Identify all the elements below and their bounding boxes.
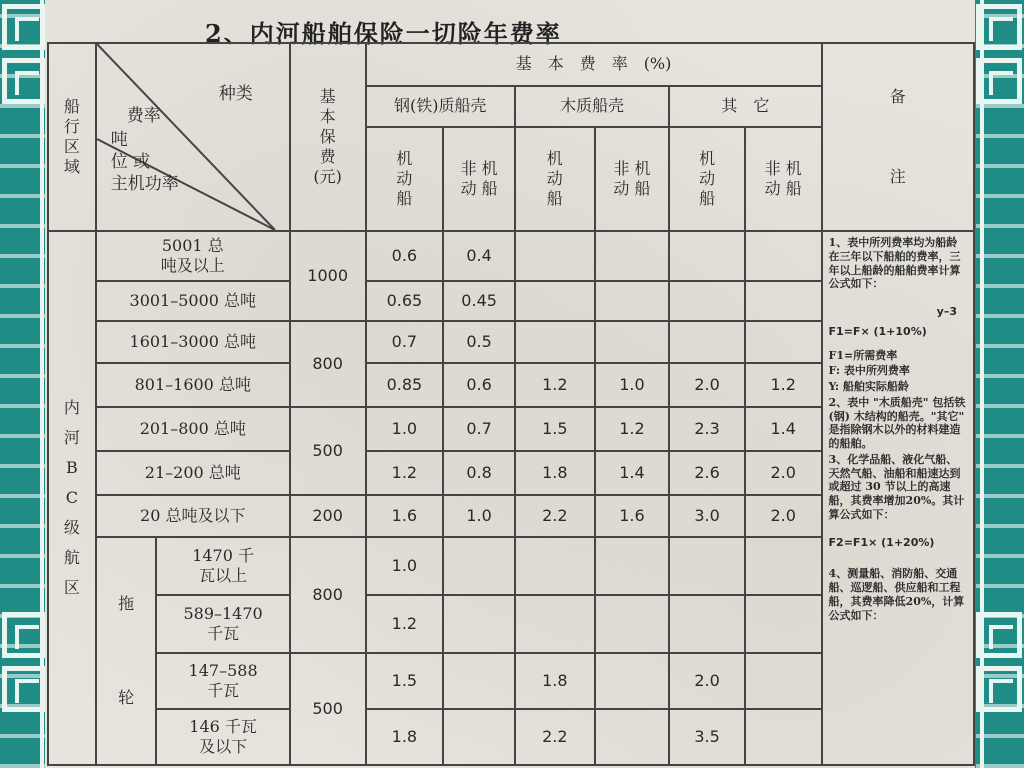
tug-char: 轮 bbox=[118, 688, 135, 707]
motor-char: 动 bbox=[546, 168, 563, 188]
rate-cell bbox=[515, 231, 595, 281]
remark-note-3: 3、化学品船、液化气船、天然气船、油船和船速达到或超过 30 节以上的高速船，其费率增加20%。其计算公式如下： bbox=[828, 452, 965, 521]
diagonal-header-cell bbox=[96, 43, 290, 231]
rate-cell: 1.4 bbox=[745, 407, 822, 451]
rate-cell: 0.6 bbox=[443, 363, 515, 407]
rate-cell: 1.2 bbox=[366, 595, 444, 653]
rate-cell: 1.2 bbox=[515, 363, 595, 407]
motor-char: 船 bbox=[699, 188, 716, 208]
rate-cell: 1.2 bbox=[595, 407, 670, 451]
tonnage-text: 5001 总 bbox=[161, 236, 224, 255]
rate-cell: 0.4 bbox=[443, 231, 515, 281]
rate-cell bbox=[745, 321, 822, 363]
rate-cell bbox=[669, 281, 745, 321]
rate-cell bbox=[745, 231, 822, 281]
tonnage-text: 801–1600 总吨 bbox=[134, 375, 251, 394]
motor-char: 船 bbox=[396, 188, 413, 208]
table-row bbox=[48, 231, 974, 281]
tonnage-label-line: 吨 bbox=[110, 130, 128, 150]
rate-cell bbox=[595, 595, 670, 653]
tonnage-text: 201–800 总吨 bbox=[139, 419, 246, 438]
non-motor-line: 非 机 bbox=[613, 158, 651, 178]
region-char: C bbox=[65, 488, 79, 507]
rate-cell bbox=[669, 321, 745, 363]
page-title: 2、内河船舶保险一切险年费率 bbox=[205, 19, 562, 48]
basic-rate-header: 基 本 费 率 (%) bbox=[366, 43, 822, 86]
tonnage-cell bbox=[96, 231, 290, 281]
remark-definition: Y: 船舶实际船龄 bbox=[828, 380, 909, 393]
non-motor-vessel-header bbox=[595, 127, 670, 231]
rate-cell: 0.7 bbox=[366, 321, 444, 363]
tonnage-cell bbox=[96, 495, 290, 537]
formula-exponent: y–3 bbox=[936, 305, 957, 318]
remarks-header bbox=[822, 43, 974, 231]
power-text: 1470 千 bbox=[192, 546, 254, 565]
non-motor-line: 非 机 bbox=[764, 158, 802, 178]
region-char: 航 bbox=[63, 548, 80, 567]
tonnage-cell bbox=[96, 407, 290, 451]
power-text: 及以下 bbox=[199, 737, 248, 756]
rate-cell: 1.0 bbox=[443, 495, 515, 537]
region-char: B bbox=[66, 458, 78, 477]
rate-cell bbox=[745, 281, 822, 321]
tonnage-text: 20 总吨及以下 bbox=[140, 506, 246, 525]
rate-cell bbox=[443, 709, 515, 765]
rate-cell: 1.4 bbox=[595, 451, 670, 495]
rate-cell: 2.0 bbox=[669, 653, 745, 709]
region-header-char: 区 bbox=[63, 137, 80, 156]
tonnage-cell bbox=[96, 363, 290, 407]
rate-cell bbox=[515, 321, 595, 363]
non-motor-line: 动 船 bbox=[764, 178, 802, 198]
base-premium-cell: 800 bbox=[290, 537, 366, 653]
type-label: 种类 bbox=[218, 84, 253, 104]
corner-ornament bbox=[2, 4, 48, 50]
rate-cell: 1.0 bbox=[366, 407, 444, 451]
power-text: 千瓦 bbox=[207, 624, 240, 643]
region-header-char: 域 bbox=[63, 157, 80, 176]
region-header-char: 船 bbox=[63, 97, 80, 116]
remarks-header-char: 注 bbox=[889, 167, 906, 186]
base-premium-char: (元) bbox=[313, 167, 342, 186]
rate-cell: 3.5 bbox=[669, 709, 745, 765]
base-premium-char: 本 bbox=[319, 107, 336, 126]
region-char: 级 bbox=[63, 518, 80, 537]
region-char: 河 bbox=[63, 428, 80, 447]
rate-cell: 0.45 bbox=[443, 281, 515, 321]
rate-cell bbox=[443, 595, 515, 653]
corner-ornament bbox=[2, 58, 48, 104]
region-header bbox=[48, 43, 96, 231]
rate-cell bbox=[595, 537, 670, 595]
rate-cell: 1.8 bbox=[366, 709, 444, 765]
power-cell bbox=[156, 709, 289, 765]
rate-cell bbox=[595, 321, 670, 363]
motor-vessel-header bbox=[669, 127, 745, 231]
motor-char: 机 bbox=[396, 148, 413, 168]
base-premium-cell: 500 bbox=[290, 407, 366, 495]
rate-cell bbox=[669, 537, 745, 595]
rate-cell bbox=[443, 653, 515, 709]
rate-cell bbox=[745, 595, 822, 653]
tonnage-text: 1601–3000 总吨 bbox=[129, 332, 257, 351]
rate-cell: 2.3 bbox=[669, 407, 745, 451]
tonnage-label-line: 主机功率 bbox=[110, 174, 179, 194]
tonnage-cell bbox=[96, 451, 290, 495]
base-premium-header bbox=[290, 43, 366, 231]
tonnage-cell bbox=[96, 321, 290, 363]
base-premium-cell: 1000 bbox=[290, 231, 366, 321]
power-text: 瓦以上 bbox=[199, 566, 248, 585]
corner-ornament bbox=[2, 612, 48, 658]
power-cell bbox=[156, 595, 289, 653]
motor-vessel-header bbox=[515, 127, 595, 231]
tonnage-cell bbox=[96, 281, 290, 321]
premium-rate-table bbox=[47, 42, 975, 766]
base-premium-cell: 800 bbox=[290, 321, 366, 407]
formula-2: F2=F1× (1+20%) bbox=[828, 535, 935, 549]
remark-definition: F: 表中所列费率 bbox=[828, 364, 910, 378]
rate-cell: 1.8 bbox=[515, 653, 595, 709]
base-premium-cell: 500 bbox=[290, 653, 366, 765]
rate-cell bbox=[595, 653, 670, 709]
corner-ornament bbox=[2, 666, 48, 712]
non-motor-line: 动 船 bbox=[460, 178, 498, 198]
tug-label bbox=[96, 537, 157, 765]
rate-cell: 2.2 bbox=[515, 709, 595, 765]
rate-cell: 2.0 bbox=[745, 495, 822, 537]
formula-1: F1=F× (1+10%) bbox=[828, 324, 927, 338]
power-text: 589–1470 bbox=[183, 604, 263, 623]
non-motor-line: 动 船 bbox=[613, 178, 651, 198]
tonnage-text: 吨及以上 bbox=[160, 256, 225, 275]
remarks-header-char: 备 bbox=[889, 87, 906, 106]
rate-cell bbox=[515, 537, 595, 595]
rate-cell: 1.5 bbox=[515, 407, 595, 451]
base-premium-char: 基 bbox=[319, 87, 336, 106]
rate-cell: 2.2 bbox=[515, 495, 595, 537]
tug-char: 拖 bbox=[118, 594, 135, 613]
motor-char: 船 bbox=[546, 188, 563, 208]
rate-cell: 1.0 bbox=[366, 537, 444, 595]
rate-cell bbox=[595, 281, 670, 321]
region-char: 区 bbox=[63, 578, 80, 597]
remark-definition: F1=所需费率 bbox=[828, 348, 898, 362]
power-text: 147–588 bbox=[188, 661, 258, 680]
rate-cell bbox=[443, 537, 515, 595]
rate-label: 费率 bbox=[126, 106, 161, 126]
motor-vessel-header bbox=[366, 127, 444, 231]
region-char: 内 bbox=[63, 398, 80, 417]
motor-char: 动 bbox=[396, 168, 413, 188]
rate-cell: 1.6 bbox=[595, 495, 670, 537]
remark-note-4: 4、测量船、消防船、交通船、巡逻船、供应船和工程船，其费率降低20%，计算公式如下： bbox=[828, 567, 965, 622]
rate-cell: 0.7 bbox=[443, 407, 515, 451]
rate-cell: 1.5 bbox=[366, 653, 444, 709]
corner-ornament bbox=[976, 4, 1022, 50]
rate-cell bbox=[515, 281, 595, 321]
scanned-document bbox=[45, 0, 975, 768]
tonnage-text: 3001–5000 总吨 bbox=[129, 291, 257, 310]
rate-cell: 2.6 bbox=[669, 451, 745, 495]
corner-ornament bbox=[976, 58, 1022, 104]
corner-ornament bbox=[976, 666, 1022, 712]
base-premium-char: 费 bbox=[319, 147, 336, 166]
rate-cell: 1.2 bbox=[366, 451, 444, 495]
non-motor-vessel-header bbox=[745, 127, 822, 231]
tonnage-text: 21–200 总吨 bbox=[144, 463, 241, 482]
rate-cell bbox=[669, 595, 745, 653]
rate-cell bbox=[745, 537, 822, 595]
power-text: 146 千瓦 bbox=[189, 717, 257, 736]
other-hull-header: 其 它 bbox=[669, 86, 821, 127]
rate-cell bbox=[745, 653, 822, 709]
rate-cell: 1.6 bbox=[366, 495, 444, 537]
remark-note-2: 2、表中 "木质船壳" 包括铁 (钢) 木结构的船壳。"其它" 是指除钢木以外的材料建造的船舶。 bbox=[828, 395, 966, 450]
motor-char: 机 bbox=[546, 148, 563, 168]
rate-cell: 2.0 bbox=[669, 363, 745, 407]
power-text: 千瓦 bbox=[207, 681, 240, 700]
wood-hull-header: 木质船壳 bbox=[515, 86, 669, 127]
rate-cell bbox=[745, 709, 822, 765]
region-label bbox=[48, 231, 96, 765]
rate-cell bbox=[595, 231, 670, 281]
remarks-cell bbox=[822, 231, 974, 765]
base-premium-cell: 200 bbox=[290, 495, 366, 537]
rate-cell bbox=[669, 231, 745, 281]
rate-cell: 1.0 bbox=[595, 363, 670, 407]
rate-cell bbox=[595, 709, 670, 765]
rate-cell: 3.0 bbox=[669, 495, 745, 537]
rate-cell bbox=[515, 595, 595, 653]
motor-char: 动 bbox=[699, 168, 716, 188]
corner-ornament bbox=[976, 612, 1022, 658]
rate-cell: 1.2 bbox=[745, 363, 822, 407]
motor-char: 机 bbox=[699, 148, 716, 168]
rate-cell: 0.85 bbox=[366, 363, 444, 407]
region-header-char: 行 bbox=[63, 117, 80, 136]
rate-cell: 0.8 bbox=[443, 451, 515, 495]
rate-cell: 0.6 bbox=[366, 231, 444, 281]
tonnage-label-line: 位 或 bbox=[110, 152, 151, 172]
non-motor-line: 非 机 bbox=[460, 158, 498, 178]
rate-cell: 1.8 bbox=[515, 451, 595, 495]
steel-hull-header: 钢(铁)质船壳 bbox=[366, 86, 515, 127]
base-premium-char: 保 bbox=[319, 127, 336, 146]
power-cell bbox=[156, 653, 289, 709]
non-motor-vessel-header bbox=[443, 127, 515, 231]
rate-cell: 0.65 bbox=[366, 281, 444, 321]
rate-cell: 2.0 bbox=[745, 451, 822, 495]
power-cell bbox=[156, 537, 289, 595]
rate-cell: 0.5 bbox=[443, 321, 515, 363]
remark-note-1: 1、表中所列费率均为船龄在三年以下船舶的费率，三年以上船龄的船舶费率计算公式如下： bbox=[828, 236, 961, 291]
